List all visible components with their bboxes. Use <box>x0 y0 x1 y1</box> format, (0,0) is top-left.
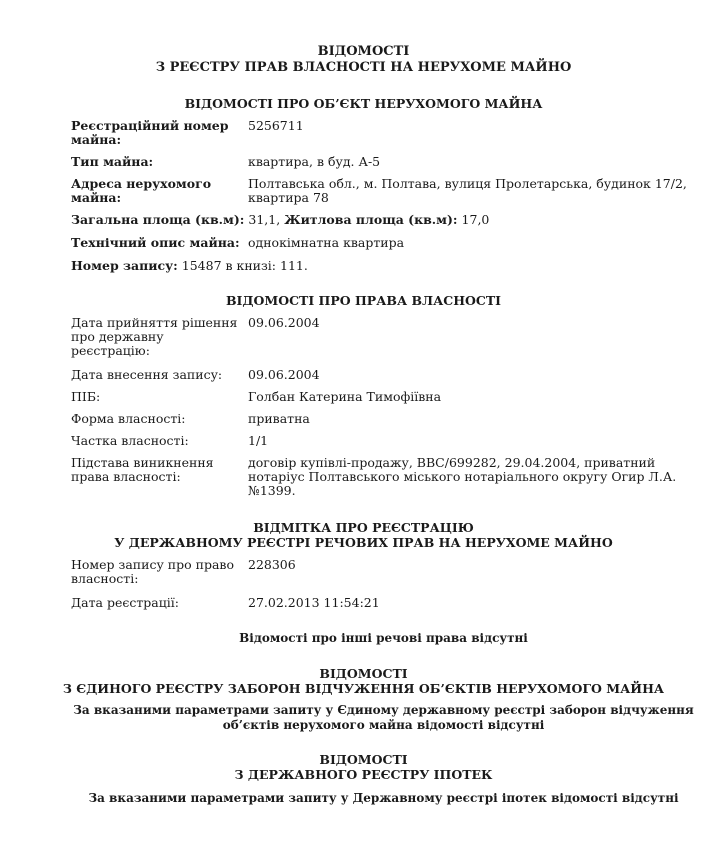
tech-desc-value: однокімнатна квартира <box>248 235 405 250</box>
entry-date-value: 09.06.2004 <box>248 367 320 382</box>
document-title-line2: З РЕЄСТРУ ПРАВ ВЛАСНОСТІ НА НЕРУХОМЕ МАЙНО <box>155 60 572 75</box>
ownership-basis-value: договір купівлі-продажу, ВВС/699282, 29.04.2004, приватний нотаріус Полтавського міського нотаріального округу Огир Л.А.№1399. <box>248 455 677 498</box>
area-row <box>71 213 489 227</box>
registration-date-label: Дата реєстрації: <box>71 595 179 610</box>
ownership-form-value: приватна <box>248 411 310 426</box>
total-area-value: 31,1, <box>248 212 281 227</box>
mortgage-note: За вказаними параметрами запиту у Державному реєстрі іпотек відомості відсутні <box>88 791 679 805</box>
registration-heading-line2: У ДЕРЖАВНОМУ РЕЄСТРІ РЕЧОВИХ ПРАВ НА НЕРУХОМЕ МАЙНО <box>114 535 613 550</box>
prohibitions-heading-line1: ВІДОМОСТІ <box>319 666 408 681</box>
ownership-share-label: Частка власності: <box>71 433 189 448</box>
decision-date-value: 09.06.2004 <box>248 315 320 330</box>
record-number-row <box>71 259 308 273</box>
document-title-line1: ВІДОМОСТІ <box>317 44 410 59</box>
ownership-record-label: Номер запису про право власності: <box>71 557 234 586</box>
living-area-value: 17,0 <box>461 212 490 227</box>
mortgage-heading-line1: ВІДОМОСТІ <box>319 752 408 767</box>
ownership-section-heading: ВІДОМОСТІ ПРО ПРАВА ВЛАСНОСТІ <box>225 293 502 308</box>
ownership-form-label: Форма власності: <box>71 411 186 426</box>
owner-name-label: ПІБ: <box>71 389 101 404</box>
address-label: Адреса нерухомого майна: <box>71 176 212 205</box>
reg-number-label: Реєстраційний номер майна: <box>71 118 229 147</box>
decision-date-label: Дата прийняття рішення про державну реєстрацію: <box>71 315 238 358</box>
tech-desc-label: Технічний опис майна: <box>71 235 240 250</box>
address-value: Полтавська обл., м. Полтава, вулиця Пролетарська, будинок 17/2, квартира 78 <box>248 176 687 205</box>
prohibitions-note: За вказаними параметрами запиту у Єдиному державному реєстрі заборон відчуження об’єктів нерухомого майна відомості відсутні <box>73 703 694 732</box>
ownership-record-value: 228306 <box>248 557 296 572</box>
ownership-basis-label: Підстава виникнення права власності: <box>71 455 214 484</box>
living-area-label: Житлова площа (кв.м): <box>284 212 458 227</box>
other-rights-note: Відомості про інші речові права відсутні <box>239 631 528 645</box>
property-type-label: Тип майна: <box>71 154 154 169</box>
prohibitions-heading-line2: З ЄДИНОГО РЕЄСТРУ ЗАБОРОН ВІДЧУЖЕННЯ ОБ’ЄКТІВ НЕРУХОМОГО МАЙНА <box>62 681 665 696</box>
registration-date-value: 27.02.2013 11:54:21 <box>248 595 380 610</box>
property-type-value: квартира, в буд. А-5 <box>248 154 381 169</box>
record-number-value: 15487 в книзі: 111. <box>181 258 308 273</box>
ownership-share-value: 1/1 <box>248 433 269 448</box>
mortgage-heading-line2: З ДЕРЖАВНОГО РЕЄСТРУ ІПОТЕК <box>234 767 493 782</box>
reg-number-value: 5256711 <box>248 118 304 133</box>
record-number-label: Номер запису: <box>71 258 178 273</box>
total-area-label: Загальна площа (кв.м): <box>71 212 245 227</box>
object-section-heading: ВІДОМОСТІ ПРО ОБ’ЄКТ НЕРУХОМОГО МАЙНА <box>184 96 543 111</box>
entry-date-label: Дата внесення запису: <box>71 367 223 382</box>
owner-name-value: Голбан Катерина Тимофіївна <box>248 389 442 404</box>
registration-heading-line1: ВІДМІТКА ПРО РЕЄСТРАЦІЮ <box>253 520 474 535</box>
